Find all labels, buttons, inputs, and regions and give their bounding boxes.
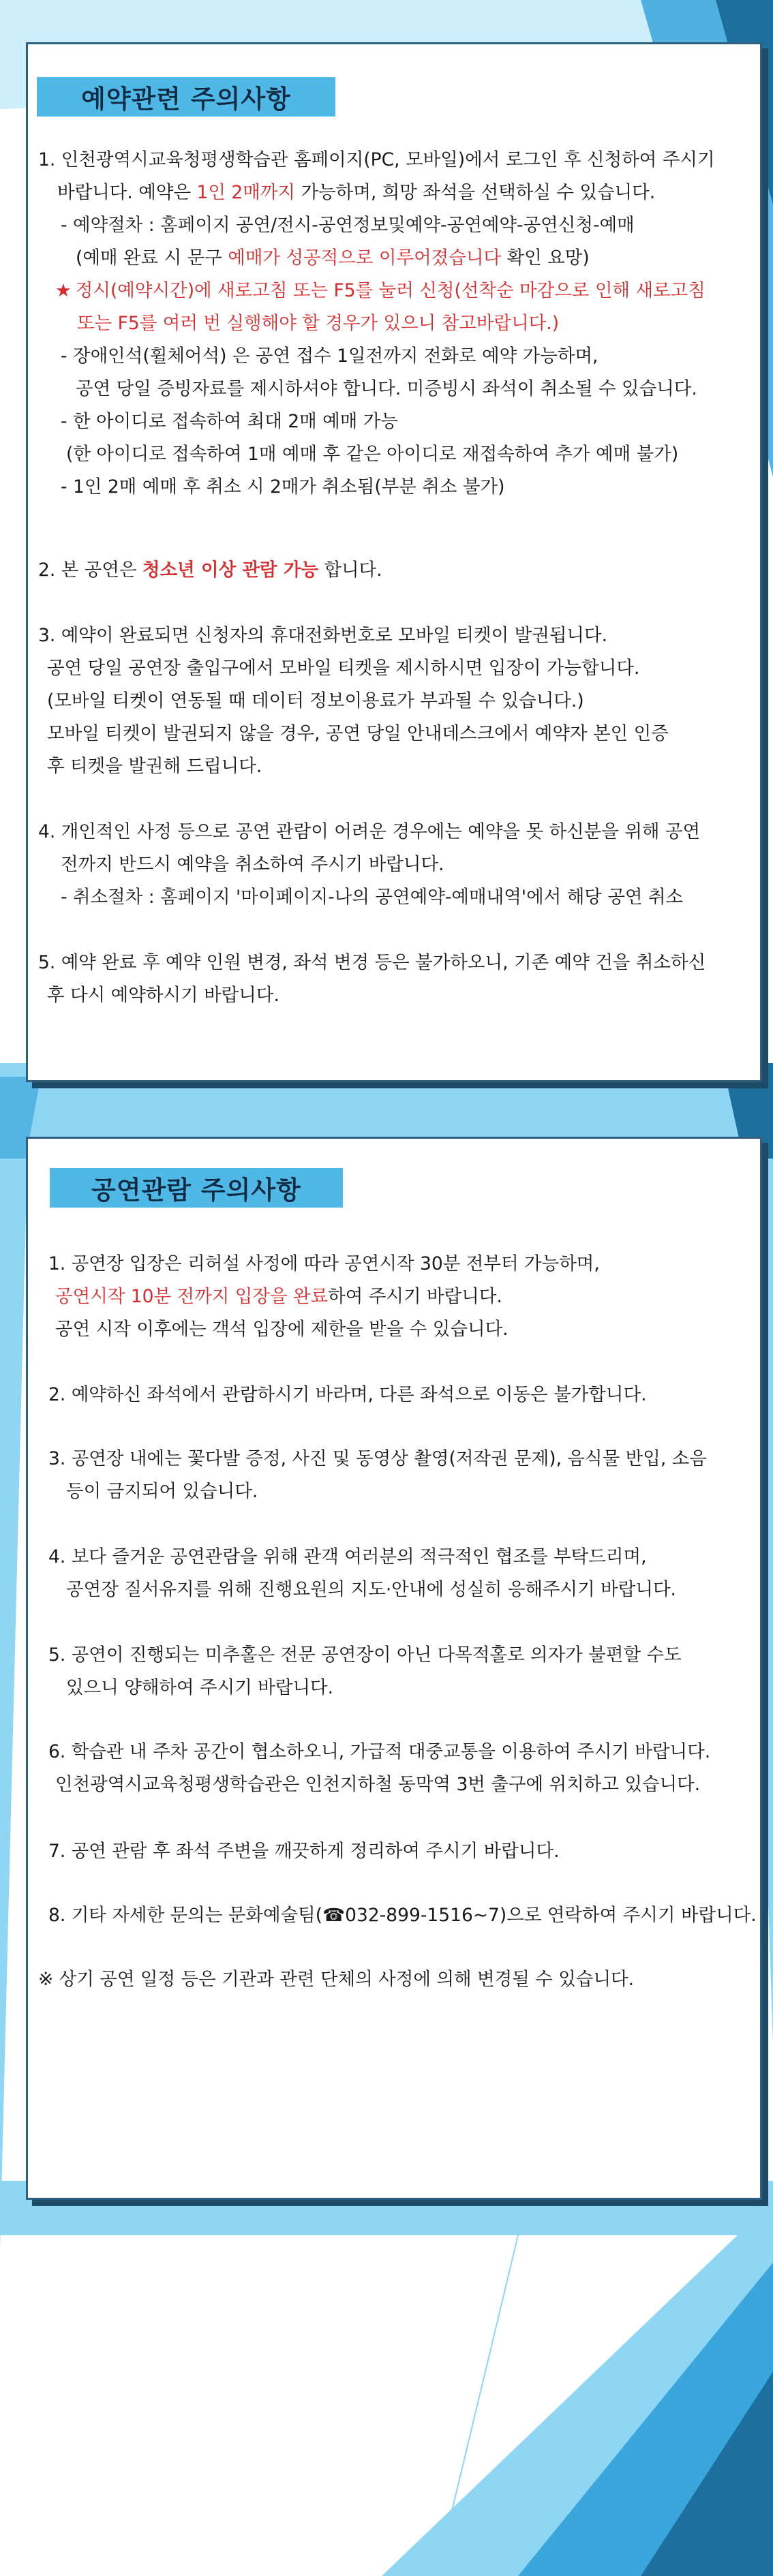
text-segment: 확인 요망) [501,247,590,269]
reservation-notice-card [26,42,762,1082]
text-segment: 공연 시작 이후에는 객석 입장에 제한을 받을 수 있습니다. [55,1319,509,1340]
performance-notice-line [55,1317,509,1342]
text-segment: 4. 보다 즐거운 공연관람을 위해 관객 여러분의 적극적인 협조를 부탁드리며, [48,1546,647,1567]
reservation-notice-line [57,181,655,205]
reservation-notice-line [55,279,706,303]
text-segment: 등이 금지되어 있습니다. [66,1481,258,1502]
reservation-notice-line [61,344,598,369]
text-segment: 공연장 질서유지를 위해 진행요원의 지도·안내에 성실히 응해주시기 바랍니다. [66,1579,676,1600]
text-segment: 인천광역시교육청평생학습관은 인천지하철 동막역 3번 출구에 위치하고 있습니다. [55,1774,701,1795]
text-segment: - 한 아이디로 접속하여 최대 2매 예매 가능 [61,411,398,432]
performance-notice-line [48,1252,600,1276]
reservation-notice-line [47,722,669,746]
reservation-notice-line [38,558,382,583]
performance-notice-card [26,1137,762,2200]
text-segment: - 예약절차 : 홈페이지 공연/전시-공연정보및예약-공연예약-공연신청-예매 [61,215,635,236]
text-segment: 합니다. [318,559,382,581]
text-segment: - 취소절차 : 홈페이지 '마이페이지-나의 공연예약-예매내역'에서 해당 공연 취소 [61,887,684,908]
text-segment: 1. 인천광역시교육청평생학습관 홈페이지(PC, 모바일)에서 로그인 후 신청하여 주시기 [38,149,715,170]
performance-notice-title: 공연관람 주의사항 [50,1168,343,1208]
text-segment: 2. 예약하신 좌석에서 관람하시기 바라며, 다른 좌석으로 이동은 불가합니다. [48,1384,647,1405]
text-segment: - 1인 2매 예매 후 취소 시 2매가 취소됨(부분 취소 불가) [61,476,505,497]
performance-notice-line [38,1967,634,1992]
reservation-notice-line [38,624,607,648]
text-segment: - 장애인석(휠체어석) 은 공연 접수 1일전까지 전화로 예약 가능하며, [61,346,598,367]
reservation-notice-title: 예약관련 주의사항 [37,77,335,117]
reservation-notice-line [76,246,590,271]
reservation-notice-line [38,148,715,172]
performance-notice-line [48,1383,647,1407]
reservation-notice-line [47,754,262,779]
text-segment: 또는 F5를 여러 번 실행해야 할 경우가 있으니 참고바랍니다.) [77,313,560,334]
text-segment: 공연 당일 증빙자료를 제시하셔야 합니다. 미증빙시 좌석이 취소될 수 있습니다. [76,378,697,399]
text-segment: 후 티켓을 발권해 드립니다. [47,756,262,777]
performance-notice-line [48,1643,682,1668]
text-segment: 4. 개인적인 사정 등으로 공연 관람이 어려운 경우에는 예약을 못 하신분을 위해 공연 [38,821,701,842]
performance-notice-line [66,1676,333,1700]
performance-notice-line [48,1447,707,1471]
text-segment: 5. 예약 완료 후 예약 인원 변경, 좌석 변경 등은 불가하오니, 기존 예약 건을 취소하신 [38,952,706,973]
performance-notice-line [48,1740,710,1764]
performance-notice-line [55,1773,700,1797]
text-segment: 5. 공연이 진행되는 미추홀은 전문 공연장이 아닌 다목적홀로 의자가 불편할 수도 [48,1644,682,1666]
performance-notice-line [48,1545,647,1569]
reservation-notice-line [47,656,639,681]
text-segment: 청소년 이상 관람 가능 [142,559,319,581]
text-segment: 8. 기타 자세한 문의는 문화예술팀(☎032-899-1516~7)으로 연락하여 주시기 바랍니다. [48,1905,757,1926]
reservation-notice-line [38,820,700,844]
text-segment: 예매가 성공적으로 이루어졌습니다 [228,247,502,269]
text-segment: (예매 완료 시 문구 [76,247,228,269]
text-segment: 공연 당일 공연장 출입구에서 모바일 티켓을 제시하시면 입장이 가능합니다. [47,658,640,679]
star-icon: ★ [55,280,72,301]
text-segment: 후 다시 예약하시기 바랍니다. [47,985,279,1006]
reservation-notice-line [61,853,444,877]
reservation-notice-line [76,377,697,401]
reservation-notice-line [66,442,678,467]
performance-notice-line [55,1285,502,1309]
reservation-notice-line [61,475,504,500]
text-segment: (모바일 티켓이 연동될 때 데이터 정보이용료가 부과될 수 있습니다.) [47,690,584,711]
reservation-notice-line [38,951,706,975]
performance-notice-line [66,1578,676,1602]
text-segment: 3. 공연장 내에는 꽃다발 증정, 사진 및 동영상 촬영(저작권 문제), 음식물 반입, 소음 [48,1448,707,1469]
text-segment: 가능하며, 희망 좌석을 선택하실 수 있습니다. [295,182,656,203]
text-segment: 6. 학습관 내 주차 공간이 협소하오니, 가급적 대중교통을 이용하여 주시기 바랍니다. [48,1741,711,1762]
performance-notice-line [48,1903,757,1928]
text-segment: 공연시작 10분 전까지 입장을 완료 [55,1286,329,1307]
performance-notice-line [66,1479,258,1504]
text-segment: 바랍니다. 예약은 [57,182,197,203]
reservation-notice-line [61,213,635,238]
performance-notice-line [48,1839,560,1864]
text-segment: ※ 상기 공연 일정 등은 기관과 관련 단체의 사정에 의해 변경될 수 있습니다. [38,1969,635,1990]
text-segment: 3. 예약이 완료되면 신청자의 휴대전화번호로 모바일 티켓이 발권됩니다. [38,625,608,646]
text-segment: 2. 본 공연은 [38,559,142,581]
reservation-notice-line [61,410,398,434]
text-segment: 있으니 양해하여 주시기 바랍니다. [66,1677,334,1698]
reservation-notice-line [47,689,584,714]
text-segment: 전까지 반드시 예약을 취소하여 주시기 바랍니다. [61,854,444,875]
text-segment: 1인 2매까지 [196,182,296,203]
text-segment: (한 아이디로 접속하여 1매 예매 후 같은 아이디로 재접속하여 추가 예매 불가) [66,444,679,465]
text-segment: 1. 공연장 입장은 리허설 사정에 따라 공연시작 30분 전부터 가능하며, [48,1253,600,1274]
reservation-notice-line [61,885,683,910]
reservation-notice-line [77,311,559,336]
text-segment: 정시(예약시간)에 새로고침 또는 F5를 눌러 신청(선착순 마감으로 인해 새로고침 [75,280,706,301]
text-segment: 모바일 티켓이 발권되지 않을 경우, 공연 당일 안내데스크에서 예약자 본인 인증 [47,723,669,744]
text-segment: 하여 주시기 바랍니다. [328,1286,502,1307]
reservation-notice-line [47,983,279,1008]
text-segment: 7. 공연 관람 후 좌석 주변을 깨끗하게 정리하여 주시기 바랍니다. [48,1841,560,1862]
